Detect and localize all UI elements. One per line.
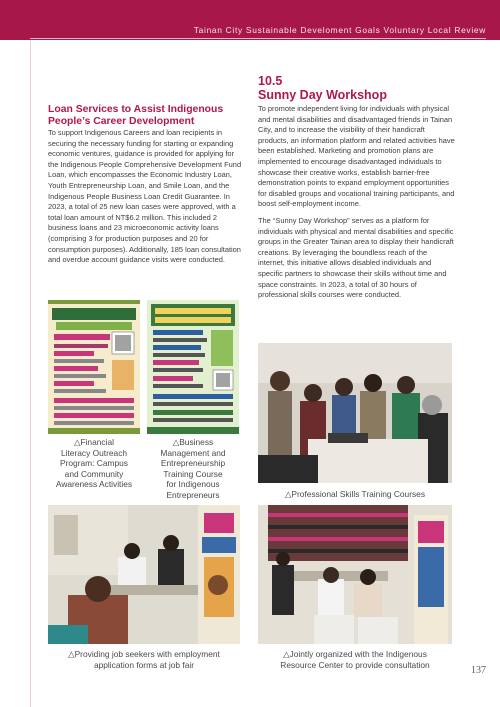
section-number: 10.5 [258, 74, 283, 88]
caption-line: △Financial [74, 437, 114, 447]
loan-section-title-line1: Loan Services to Assist Indigenous [48, 104, 224, 115]
loan-section-paragraph: To support Indigenous Careers and loan recipients in securing the necessary funding for starting or expanding economic ventures, guidance is provided for applying for the Indigenous People Comprehensive Development Fund Loan, which encompasses the Economic Industry Loan, Youth Entrepreneurship Loan, and Smile Loan, and the Indigenous People Business Loan Credit Guarantee. In 2023, a total of 25 new loan cases were approved, with a total loan amount of NT$6.2 million. This included 2 business loans and 23 microeconomic activity loans (comprising 3 for production purposes and 20 for consumption purposes). Additionally, 185 loan consultation and overdue account guidance visits were conducted. [48, 128, 242, 265]
caption-line: Entrepreneurs [166, 489, 220, 500]
caption-line: △Jointly organized with the Indigenous [283, 649, 427, 659]
loan-section-title-line2: People’s Career Development [48, 116, 195, 127]
resource-center-caption [254, 649, 456, 670]
job-fair-caption [44, 649, 244, 670]
financial-literacy-poster-image [48, 300, 140, 434]
financial-literacy-caption [44, 437, 144, 490]
header-title: Tainan City Sustainable Develoment Goals Voluntary Local Review [193, 25, 486, 35]
caption-line: Management and [160, 447, 226, 458]
caption-line: Resource Center to provide consultation [280, 659, 430, 670]
sunny-paragraph-1: To promote independent living for individuals with physical and mental disabilities and disadvantaged friends in Tainan City, and to increase the visibility of their handicraft products, an information platform and related activities have been established. Marketing and promotion plans are implemented to encourage disadvantaged individuals to showcase their creative works, establish barrier-free demonstration points to expand employment opportunities for disabled groups and vocational training participants, and boost self-employment income. [258, 104, 455, 209]
header-rule [30, 38, 486, 39]
caption-line: for Indigenous [166, 479, 220, 490]
job-fair-photo [48, 505, 240, 644]
caption-line: Training Course [163, 468, 223, 479]
business-management-poster-image [147, 300, 239, 434]
sunny-paragraph-2: The “Sunny Day Workshop” serves as a platform for individuals with physical and mental disabilities and specific groups in the Greater Tainan area to display their handicraft creations. By leveraging the boundless reach of the internet, this initiative allows disabled individuals and specific partners to showcase their skills without time and space constraints. In 2023, a total of 30 hours of professional skills courses were conducted. [258, 215, 454, 300]
caption-line: Awareness Activities [55, 479, 133, 490]
caption-line: application forms at job fair [93, 659, 195, 670]
skills-training-photo [258, 343, 452, 483]
caption-line: △Business [172, 437, 214, 447]
business-management-caption [143, 437, 243, 501]
caption-line: Entrepreneurship [160, 458, 226, 469]
training-caption: △Professional Skills Training Courses [284, 489, 426, 499]
left-margin-rule [30, 40, 31, 707]
caption-line: △Providing job seekers with employment [68, 649, 220, 659]
section-heading: Sunny Day Workshop [258, 88, 387, 102]
page-number: 137 [471, 665, 486, 676]
loan-services-section [48, 104, 246, 266]
caption-line: Program: Campus [60, 458, 128, 469]
caption-line: and Community [64, 468, 124, 479]
sunny-day-section [258, 74, 456, 301]
resource-center-photo [258, 505, 452, 644]
caption-line: Literacy Outreach [60, 447, 128, 458]
